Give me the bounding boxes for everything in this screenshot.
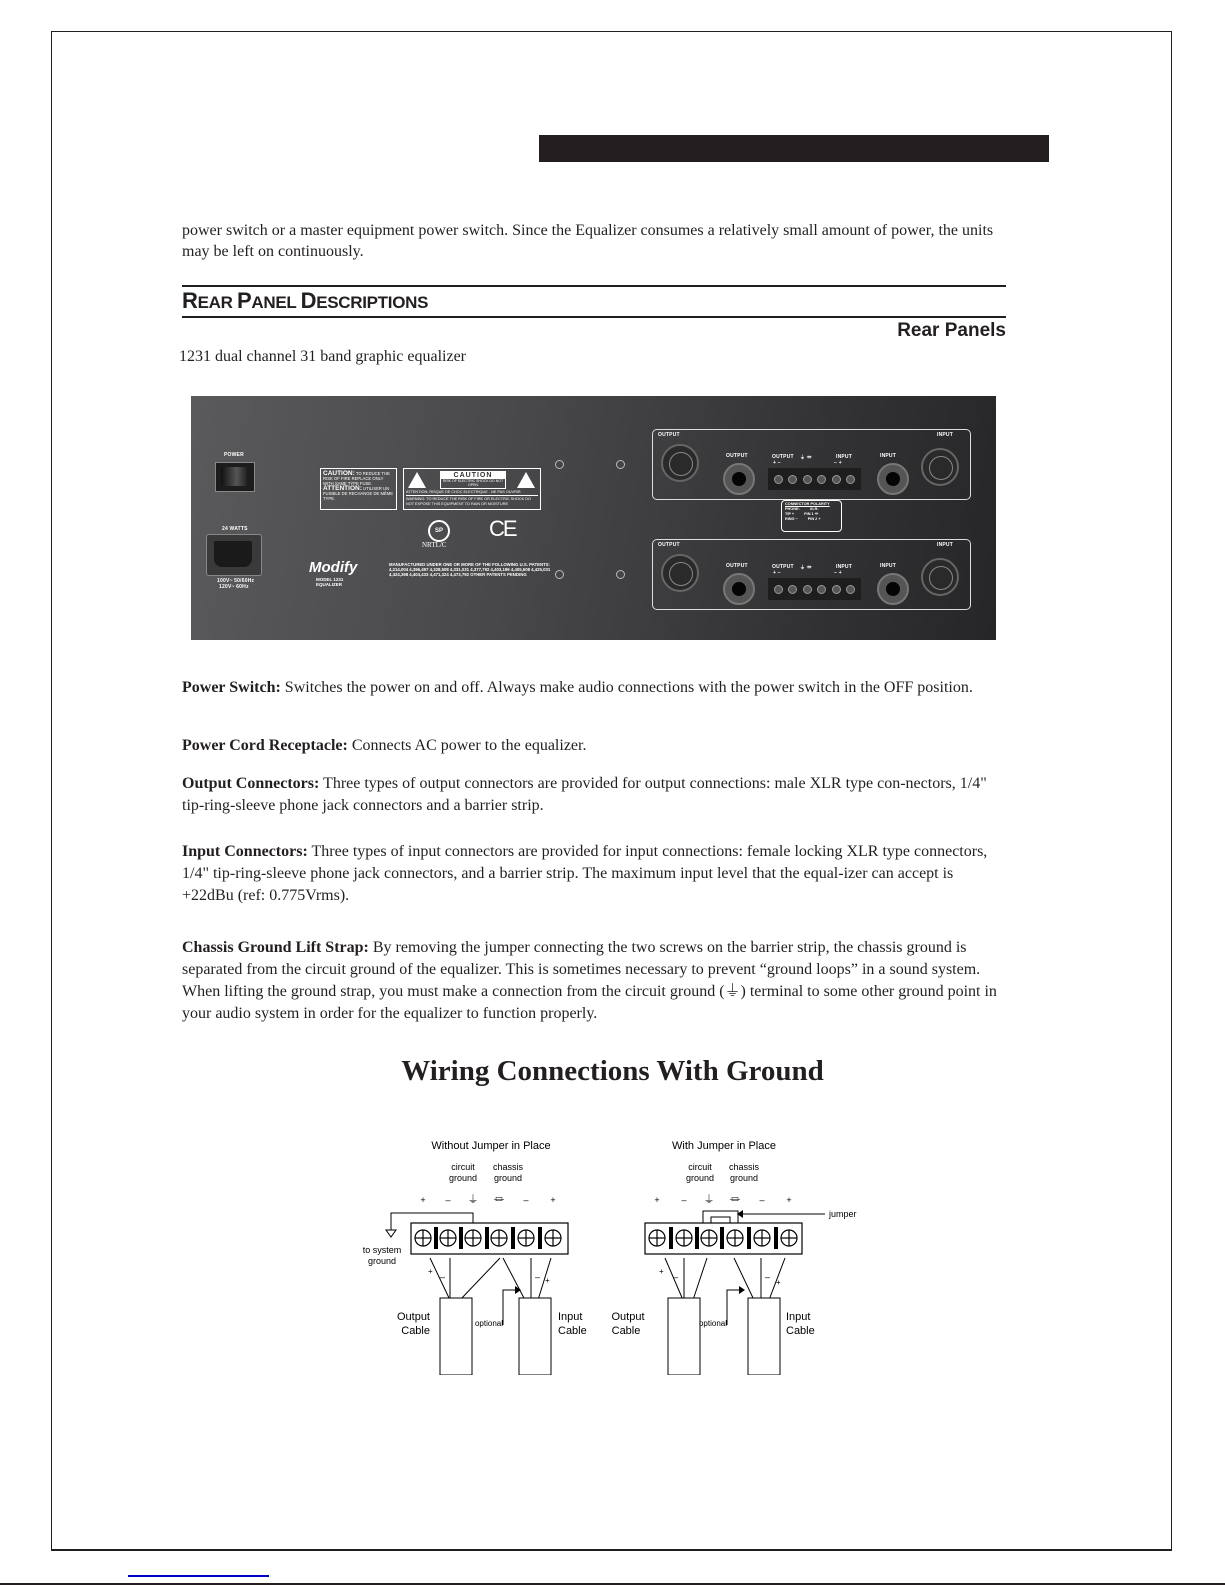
chassis-label: chassis <box>492 1162 524 1172</box>
optional-label: optional <box>474 1319 504 1328</box>
sign-label: + <box>428 1267 433 1276</box>
input-xlr-label: INPUT <box>937 432 953 438</box>
desc-input-connectors <box>182 841 1002 907</box>
ce-mark-icon: CE <box>489 516 516 541</box>
output-cable-label: Cable <box>611 1325 641 1337</box>
sign-label: – <box>765 1272 771 1282</box>
output-cable-icon <box>440 1298 472 1375</box>
sign-label: – <box>673 1272 679 1282</box>
intro-paragraph: power switch or a master equipment power switch. Since the Equalizer consumes a relatively small amount of power, the units may be left on continuously. <box>182 222 994 260</box>
brand-logo: Modify <box>309 559 358 576</box>
header-bar <box>539 135 1049 162</box>
terminal-sign: – <box>523 1195 529 1205</box>
desc-text: Connects AC power to the equalizer. <box>347 737 587 754</box>
desc-term: Input Connectors: <box>182 843 308 860</box>
warning-line: WARNING: TO REDUCE THE RISK OF FIRE OR ELECTRIC SHOCK DO NOT EXPOSE THIS EQUIPMENT TO RAIN OR MOISTURE <box>406 497 531 506</box>
circuit-ground-icon: ⏚ <box>467 1194 479 1206</box>
bottom-link[interactable] <box>128 1574 269 1577</box>
sign-label: + <box>776 1278 781 1287</box>
power-switch-icon <box>215 462 255 492</box>
polarity-row: PIN 1 ⏛ <box>804 512 819 516</box>
input-cable-label: Cable <box>786 1325 815 1337</box>
desc-term: Power Cord Receptacle: <box>182 737 348 754</box>
chassis-label: ground <box>493 1173 523 1183</box>
strip-output-polarity: + − <box>773 460 781 466</box>
caution-banner <box>440 471 506 489</box>
circuit-label: circuit <box>688 1162 712 1172</box>
strip-input-label: INPUT <box>836 564 852 570</box>
nrtl-label: NRTL/C <box>422 541 447 549</box>
section-rule-bottom <box>182 316 1006 318</box>
title-cap-r: R <box>182 288 198 313</box>
male-xlr-output-icon <box>661 444 699 482</box>
rear-panel-image <box>191 396 996 640</box>
left-diagram-title: Without Jumper in Place <box>431 1140 551 1152</box>
output-xlr-label: OUTPUT <box>658 542 680 548</box>
system-ground-label: to system <box>362 1245 402 1255</box>
strip-ground-symbols: ⏚ ⏛ <box>800 455 812 461</box>
input-jack-label: INPUT <box>880 563 896 569</box>
section-title <box>182 288 428 314</box>
csa-logo-icon: SP <box>428 520 450 542</box>
desc-text: Three types of output connectors are provided for output connections: male XLR type con-nectors, 1/4" tip-ring-sleeve phone jack connectors and a barrier strip. <box>182 775 987 814</box>
polarity-xlr-head: XLR: <box>809 507 819 511</box>
output-cable-label: Output <box>396 1311 430 1323</box>
terminal-sign: + <box>420 1195 426 1205</box>
fuse-caution-label <box>320 468 397 510</box>
chassis-label: ground <box>729 1173 759 1183</box>
terminal-sign: – <box>681 1195 687 1205</box>
desc-text: Switches the power on and off. Always make audio connections with the power switch in the OFF position. <box>280 679 973 696</box>
screw-icon <box>555 570 564 579</box>
desc-power-switch <box>182 677 1002 699</box>
screw-icon <box>616 460 625 469</box>
strip-input-polarity: − + <box>834 460 842 466</box>
polarity-title: CONNECTOR POLARITY <box>785 502 830 506</box>
strip-ground-symbols: ⏚ ⏛ <box>800 565 812 571</box>
desc-ground-lift <box>182 937 1002 1025</box>
input-cable-label: Input <box>786 1311 811 1323</box>
caution-banner-title: CAUTION <box>441 472 505 479</box>
desc-text: By removing the jumper connecting the two screws on the barrier strip, the chassis ground is separated from the circuit ground of the equalizer. This is sometimes necessary to prevent “ground loops” in a sound system. When lifting the ground strap, you must make a connection from the circuit ground (⏚) terminal to some other ground point in your audio system in order for the equalizer to function properly. <box>182 939 997 1022</box>
title-rest-1: EAR <box>197 293 238 312</box>
strip-output-label: OUTPUT <box>772 564 794 570</box>
system-ground-icon <box>386 1230 396 1237</box>
input-cable-icon <box>519 1298 551 1375</box>
desc-output-connectors <box>182 773 1002 817</box>
figure-caption: 1231 dual channel 31 band graphic equalizer <box>179 348 466 365</box>
polarity-phone-head: PHONE: <box>785 507 800 511</box>
exclamation-warning-icon <box>517 472 535 488</box>
power-receptacle-icon <box>206 534 262 576</box>
output-xlr-label: OUTPUT <box>658 432 680 438</box>
system-ground-label: ground <box>367 1256 397 1266</box>
sign-label: – <box>535 1272 541 1282</box>
diagram-with-jumper <box>611 1140 856 1375</box>
barrier-strip <box>768 578 861 600</box>
polarity-row: RING − <box>785 517 798 521</box>
attention-line: ATTENTION: RISQUE DE CHOC ELECTRIQUE - NE PAS OUVRIR <box>406 490 538 496</box>
caution-banner-sub: RISK OF ELECTRIC SHOCK DO NOT OPEN <box>442 479 504 487</box>
voltage-label-1: 100V~ 50/60Hz <box>217 578 255 584</box>
output-jack-label: OUTPUT <box>726 453 748 459</box>
circuit-label: circuit <box>451 1162 475 1172</box>
barrier-strip <box>768 468 861 490</box>
polarity-row: PIN 2 + <box>807 517 821 521</box>
input-phone-jack-icon <box>877 463 909 495</box>
output-jack-label: OUTPUT <box>726 563 748 569</box>
polarity-row: TIP + <box>785 512 795 516</box>
shock-caution-label <box>403 468 541 510</box>
output-cable-icon <box>668 1298 700 1375</box>
female-xlr-input-icon <box>921 558 959 596</box>
caution-text: TO REDUCE THE RISK OF FIRE REPLACE ONLY WITH SAME TYPE FUSE. <box>323 471 390 486</box>
model-line-2: EQUALIZER <box>316 582 343 587</box>
right-diagram-title: With Jumper in Place <box>672 1140 776 1152</box>
power-label: POWER <box>224 452 244 458</box>
strip-output-label: OUTPUT <box>772 454 794 460</box>
chassis-label: chassis <box>728 1162 760 1172</box>
terminal-sign: + <box>786 1195 792 1205</box>
desc-term: Power Switch: <box>182 679 281 696</box>
title-rest-2: ANEL <box>251 293 301 312</box>
chassis-ground-icon: ⏛ <box>729 1194 741 1206</box>
desc-term: Output Connectors: <box>182 775 320 792</box>
channel-1-io-panel <box>652 429 971 500</box>
female-xlr-input-icon <box>921 448 959 486</box>
model-label <box>316 577 343 587</box>
strip-output-polarity: + − <box>773 570 781 576</box>
watts-label: 24 WATTS <box>222 526 248 532</box>
wiring-diagram <box>355 1135 875 1375</box>
model-line-1: MODEL 1231 <box>316 577 344 582</box>
strip-input-polarity: − + <box>834 570 842 576</box>
sign-label: + <box>545 1276 550 1285</box>
title-rest-3: ESCRIPTIONS <box>316 293 429 312</box>
circuit-label: ground <box>685 1173 715 1183</box>
optional-label: optional <box>698 1319 728 1328</box>
caution-title: CAUTION: <box>323 470 355 477</box>
input-cable-icon <box>748 1298 780 1375</box>
sign-label: + <box>659 1267 664 1276</box>
desc-text: Three types of input connectors are provided for input connections: female locking XLR type connectors, 1/4" tip-ring-sleeve phone jack connectors, and a barrier strip. The maximum input level that the equal-izer can accept is +22dBu (ref: 0.775Vrms). <box>182 843 988 904</box>
input-cable-label: Cable <box>558 1325 587 1337</box>
terminal-sign: – <box>759 1195 765 1205</box>
desc-term: Chassis Ground Lift Strap: <box>182 939 369 956</box>
screw-icon <box>616 570 625 579</box>
terminal-sign: – <box>445 1195 451 1205</box>
output-phone-jack-icon <box>723 463 755 495</box>
chassis-ground-icon: ⏛ <box>493 1194 505 1206</box>
connector-polarity-label <box>781 500 842 532</box>
desc-power-cord <box>182 735 1002 757</box>
input-phone-jack-icon <box>877 573 909 605</box>
screw-icon <box>555 460 564 469</box>
input-xlr-label: INPUT <box>937 542 953 548</box>
male-xlr-output-icon <box>661 554 699 592</box>
input-cable-label: Input <box>558 1311 583 1323</box>
strip-input-label: INPUT <box>836 454 852 460</box>
output-phone-jack-icon <box>723 573 755 605</box>
wiring-title: Wiring Connections With Ground <box>401 1055 824 1087</box>
circuit-ground-icon: ⏚ <box>703 1194 715 1206</box>
jumper-label: jumper <box>829 1209 857 1219</box>
lightning-warning-icon <box>408 472 426 488</box>
title-cap-p: P <box>237 288 252 313</box>
sign-label: – <box>440 1272 446 1282</box>
attention-title: ATTENTION: <box>323 485 362 492</box>
title-cap-d: D <box>300 288 317 313</box>
input-jack-label: INPUT <box>880 453 896 459</box>
channel-2-io-panel <box>652 539 971 610</box>
attention-text: UTILISER UN FUSIBLE DE RECHANGE DE MÊME TYPE. <box>323 486 394 501</box>
terminal-sign: + <box>654 1195 660 1205</box>
patent-text: MANUFACTURED UNDER ONE OR MORE OF THE FOLLOWING U.S. PATENTS: 4,214,004 4,396,497 4,328,508 4,331,031 4,377,792 4,403,199 4,405,508 4,425,031 4,424,398 4,404,433 4,471,324 4,473,792 OTHER PATENTS PENDING <box>389 562 551 577</box>
circuit-label: ground <box>448 1173 478 1183</box>
terminal-sign: + <box>550 1195 556 1205</box>
subtitle: Rear Panels <box>897 320 1006 341</box>
diagram-without-jumper <box>363 1140 587 1375</box>
output-cable-label: Output <box>611 1311 645 1323</box>
output-cable-label: Cable <box>401 1325 430 1337</box>
section-rule-top <box>182 285 1006 287</box>
voltage-label-2: 120V~ 60Hz <box>219 584 249 590</box>
